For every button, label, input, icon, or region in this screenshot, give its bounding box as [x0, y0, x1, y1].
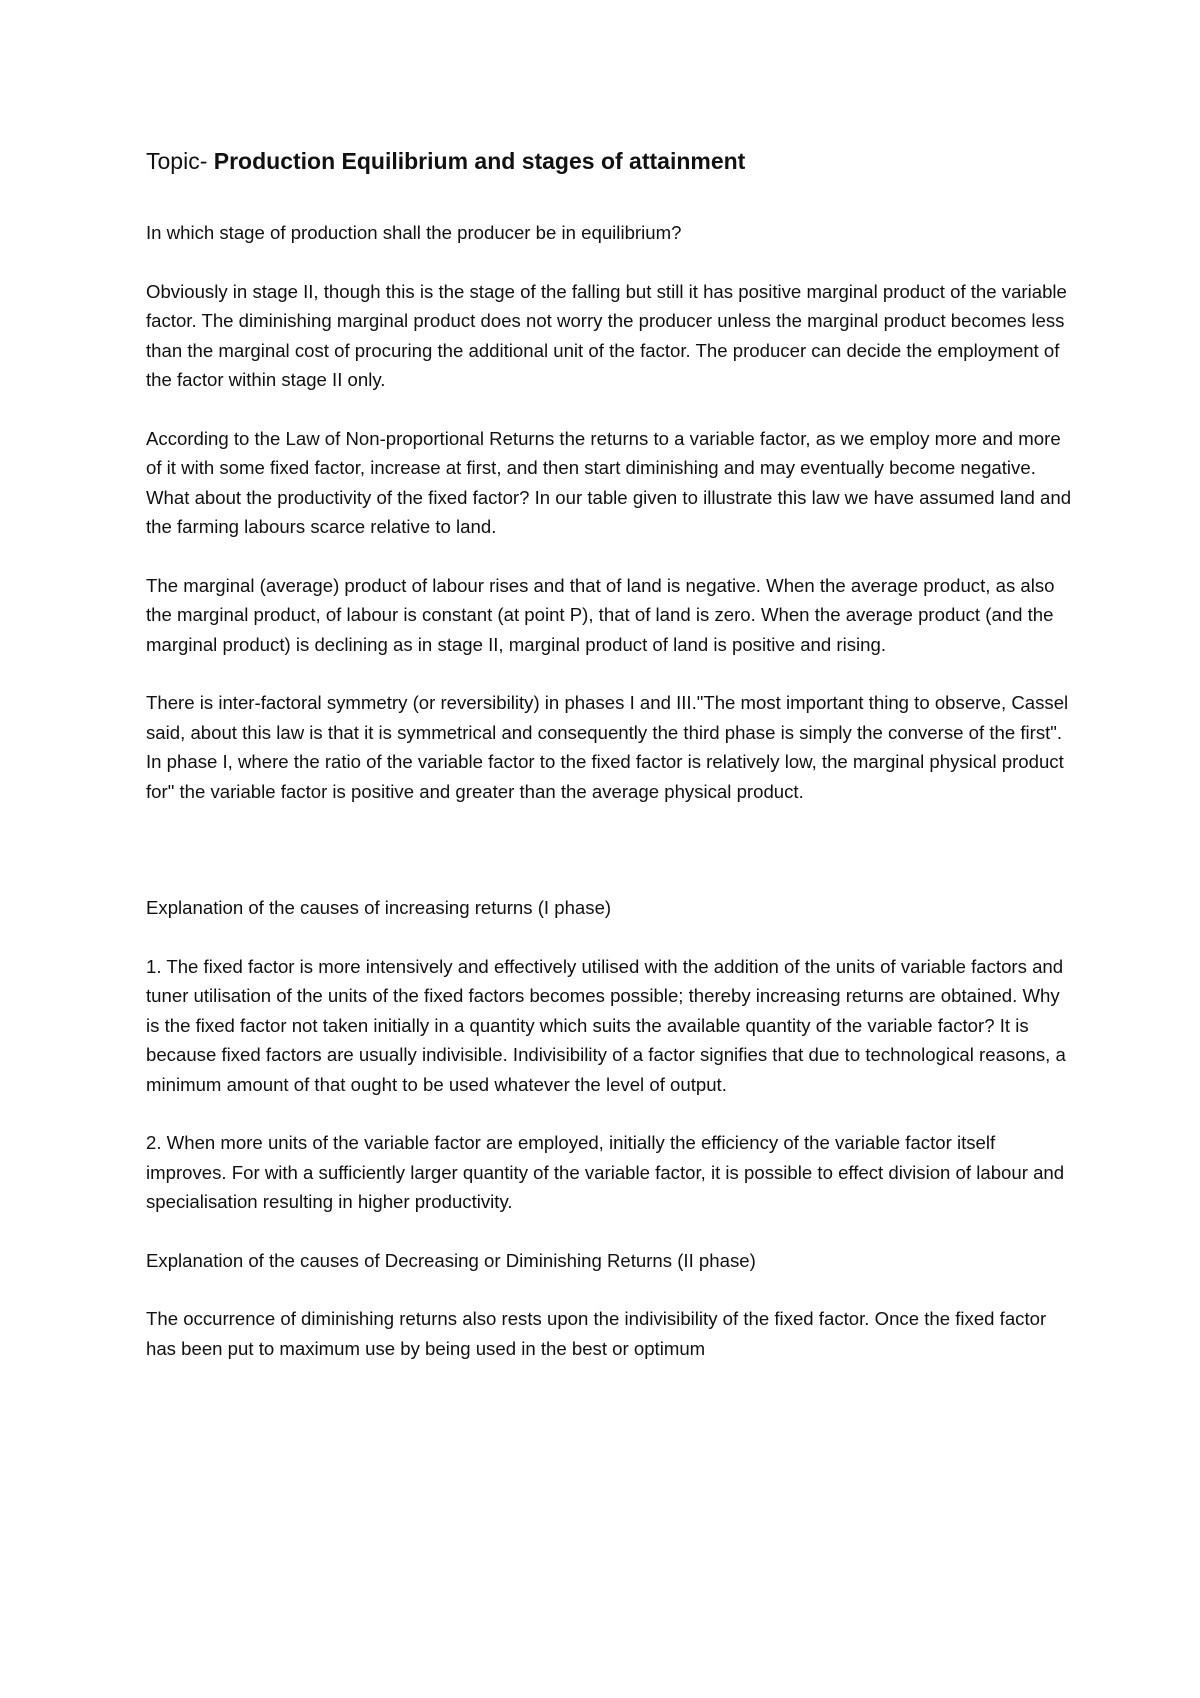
question-paragraph: In which stage of production shall the producer be in equilibrium? — [146, 222, 682, 243]
diminishing-returns-heading: Explanation of the causes of Decreasing or Diminishing Returns (II phase) — [146, 1249, 756, 1271]
symmetry-paragraph: There is inter-factoral symmetry (or reversibility) in phases I and III."The most important thing to observe, Cassel said, about this law is that it is symmetrical and consequently the third phase is simply the converse of the first". In phase I, where the ratio of the variable factor to the fixed factor is relatively low, the marginal physical product for" the variable factor is positive and greater than the average physical product. — [146, 692, 1069, 802]
section-gap — [146, 835, 1076, 893]
marginal-product-paragraph: The marginal (average) product of labour rises and that of land is negative. When the average product, as also the marginal product, of labour is constant (at point P), that of land is zero. When the average product (and the marginal product) is declining as in stage II, marginal product of land is positive and rising. — [146, 574, 1055, 655]
title-prefix: Topic- — [146, 148, 214, 174]
law-non-proportional-paragraph: According to the Law of Non-proportional Returns the returns to a variable factor, as we employ more and more of it with some fixed factor, increase at first, and then start diminishing and may eventually become negative. What about the productivity of the fixed factor? In our table given to illustrate this law we have assumed land and the farming labours scarce relative to land. — [146, 427, 1072, 537]
cause-one-paragraph: 1. The fixed factor is more intensively and effectively utilised with the addition of the units of variable factors and tuner utilisation of the units of the fixed factors becomes possible; thereby increasing returns are obtained. Why is the fixed factor not taken initially in a quantity which suits the available quantity of the variable factor? It is because fixed factors are usually indivisible. Indivisibility of a factor signifies that due to technological reasons, a minimum amount of that ought to be used whatever the level of output. — [146, 955, 1066, 1095]
stage-two-paragraph: Obviously in stage II, though this is the stage of the falling but still it has positive marginal product of the variable factor. The diminishing marginal product does not worry the producer unless the marginal product becomes less than the marginal cost of procuring the additional unit of the factor. The producer can decide the employment of the factor within stage II only. — [146, 280, 1067, 390]
document-body — [146, 144, 1076, 1392]
diminishing-returns-paragraph: The occurrence of diminishing returns also rests upon the indivisibility of the fixed factor. Once the fixed factor has been put to maximum use by being used in the best or optimum — [146, 1308, 1047, 1359]
title-main: Production Equilibrium and stages of attainment — [213, 148, 746, 174]
increasing-returns-heading: Explanation of the causes of increasing returns (I phase) — [146, 897, 612, 918]
cause-two-paragraph: 2. When more units of the variable factor are employed, initially the efficiency of the variable factor itself improves. For with a sufficiently larger quantity of the variable factor, it is possible to effect division of labour and specialisation resulting in higher productivity. — [146, 1132, 1065, 1212]
page-title — [146, 144, 1076, 178]
